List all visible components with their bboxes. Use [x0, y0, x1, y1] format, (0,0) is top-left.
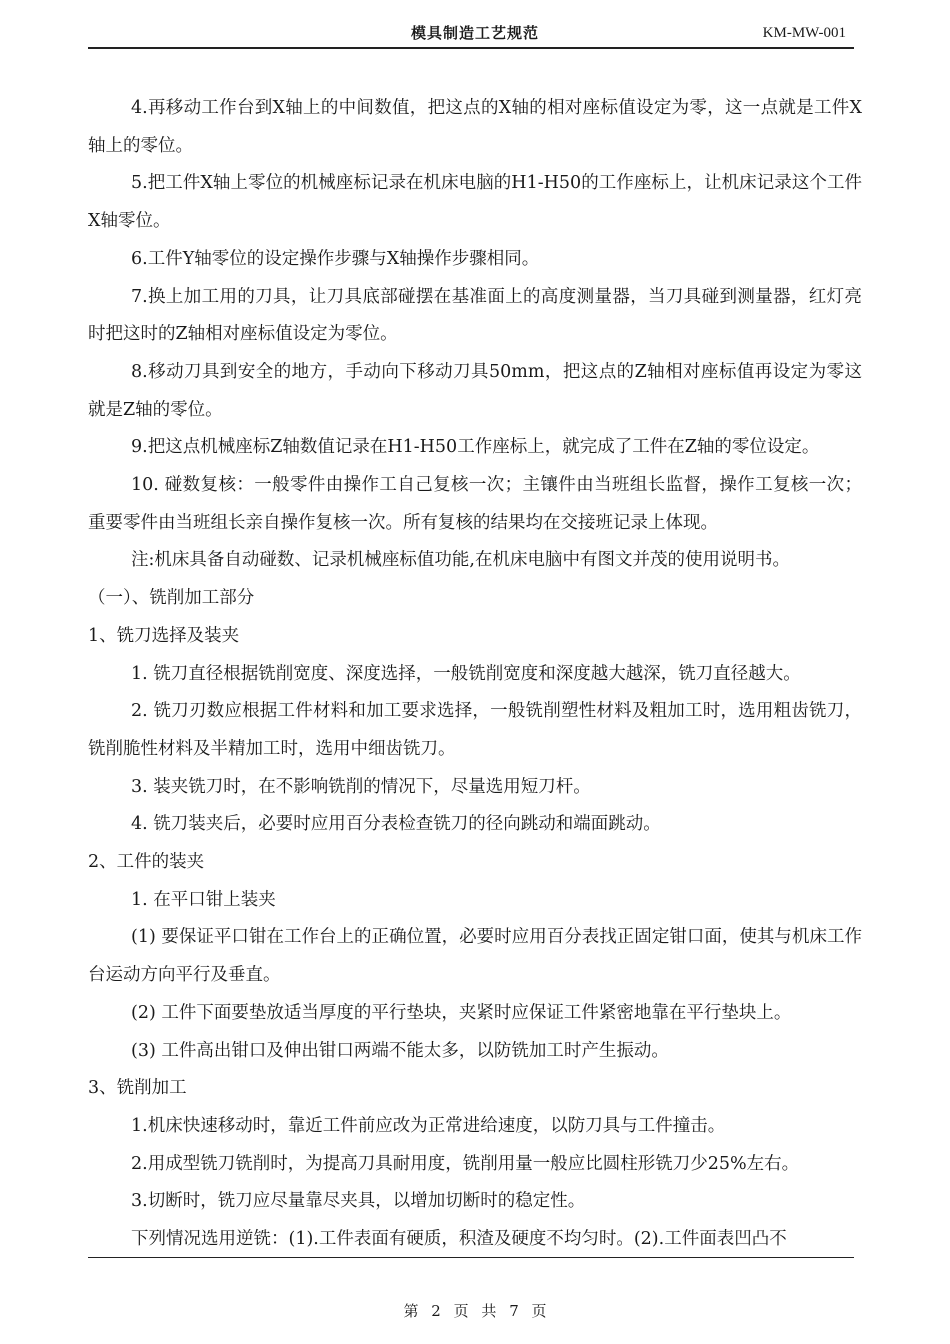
document-code: KM-MW-001	[762, 25, 846, 41]
paragraph: 5.把工件X轴上零位的机械座标记录在机床电脑的H1-H50的工作座标上，让机床记录这个工件X轴零位。	[88, 173, 862, 232]
paragraph: 9.把这点机械座标Z轴数值记录在H1-H50工作座标上，就完成了工件在Z轴的零位设定。	[131, 437, 820, 458]
header-divider	[88, 47, 854, 49]
paragraph: 3. 装夹铣刀时，在不影响铣削的情况下，尽量选用短刀杆。	[131, 776, 591, 797]
footer-divider	[88, 1257, 854, 1258]
paragraph: 2. 铣刀刃数应根据工件材料和加工要求选择，一般铣削塑性材料及粗加工时，选用粗齿铣刀，铣削脆性材料及半精加工时，选用中细齿铣刀。	[88, 701, 862, 759]
paragraph: 4.再移动工作台到X轴上的中间数值，把这点的X轴的相对座标值设定为零，这一点就是工件X轴上的零位。	[88, 98, 862, 156]
footer-di: 第	[403, 1302, 419, 1320]
paragraph: (3) 工件高出钳口及伸出钳口两端不能太多，以防铣加工时产生振动。	[131, 1040, 669, 1061]
document-body	[88, 90, 862, 1259]
paragraph: 下列情况选用逆铣：(1).工件表面有硬质，积渣及硬度不均匀时。(2).工件面表凹凸不	[131, 1229, 787, 1250]
paragraph: 7.换上加工用的刀具，让刀具底部碰摆在基准面上的高度测量器，当刀具碰到测量器，红灯亮时把这时的Z轴相对座标值设定为零位。	[88, 286, 862, 345]
paragraph: 注:机床具备自动碰数、记录机械座标值功能,在机床电脑中有图文并茂的使用说明书。	[131, 550, 790, 571]
footer-gong: 共	[481, 1302, 497, 1320]
paragraph: 1.机床快速移动时，靠近工件前应改为正常进给速度，以防刀具与工件撞击。	[131, 1115, 726, 1136]
paragraph: 8.移动刀具到安全的地方，手动向下移动刀具50mm，把这点的Z轴相对座标值再设定为零这就是Z轴的零位。	[88, 361, 862, 420]
paragraph: 3.切断时，铣刀应尽量靠尽夹具，以增加切断时的稳定性。	[131, 1191, 586, 1212]
paragraph: 1. 在平口钳上装夹	[131, 889, 276, 910]
footer-ye-2: 页	[531, 1302, 547, 1320]
paragraph: (2) 工件下面要垫放适当厚度的平行垫块，夹紧时应保证工件紧密地靠在平行垫块上。	[131, 1002, 792, 1023]
document-title: 模具制造工艺规范	[410, 24, 539, 42]
page-total: 7	[509, 1302, 519, 1320]
paragraph: 1. 铣刀直径根据铣削宽度、深度选择，一般铣削宽度和深度越大越深，铣刀直径越大。	[131, 663, 801, 684]
paragraph: 2.用成型铣刀铣削时，为提高刀具耐用度，铣削用量一般应比圆柱形铣刀少25%左右。	[131, 1153, 800, 1174]
paragraph: 3、铣削加工	[88, 1078, 187, 1099]
page-footer	[0, 1300, 950, 1321]
paragraph: （一）、铣削加工部分	[88, 588, 255, 609]
paragraph: 1、铣刀选择及装夹	[88, 625, 240, 646]
paragraph: (1) 要保证平口钳在工作台上的正确位置，必要时应用百分表找正固定钳口面，使其与机床工作台运动方向平行及垂直。	[88, 927, 862, 986]
paragraph: 2、工件的装夹	[88, 852, 205, 873]
paragraph: 6.工件Y轴零位的设定操作步骤与X轴操作步骤相同。	[131, 248, 540, 269]
page-number: 2	[431, 1302, 441, 1320]
paragraph: 10. 碰数复核：一般零件由操作工自己复核一次；主镶件由当班组长监督，操作工复核一次；重要零件由当班组长亲自操作复核一次。所有复核的结果均在交接班记录上体现。	[88, 475, 862, 533]
footer-ye: 页	[453, 1302, 469, 1320]
paragraph: 4. 铣刀装夹后，必要时应用百分表检查铣刀的径向跳动和端面跳动。	[131, 814, 661, 835]
